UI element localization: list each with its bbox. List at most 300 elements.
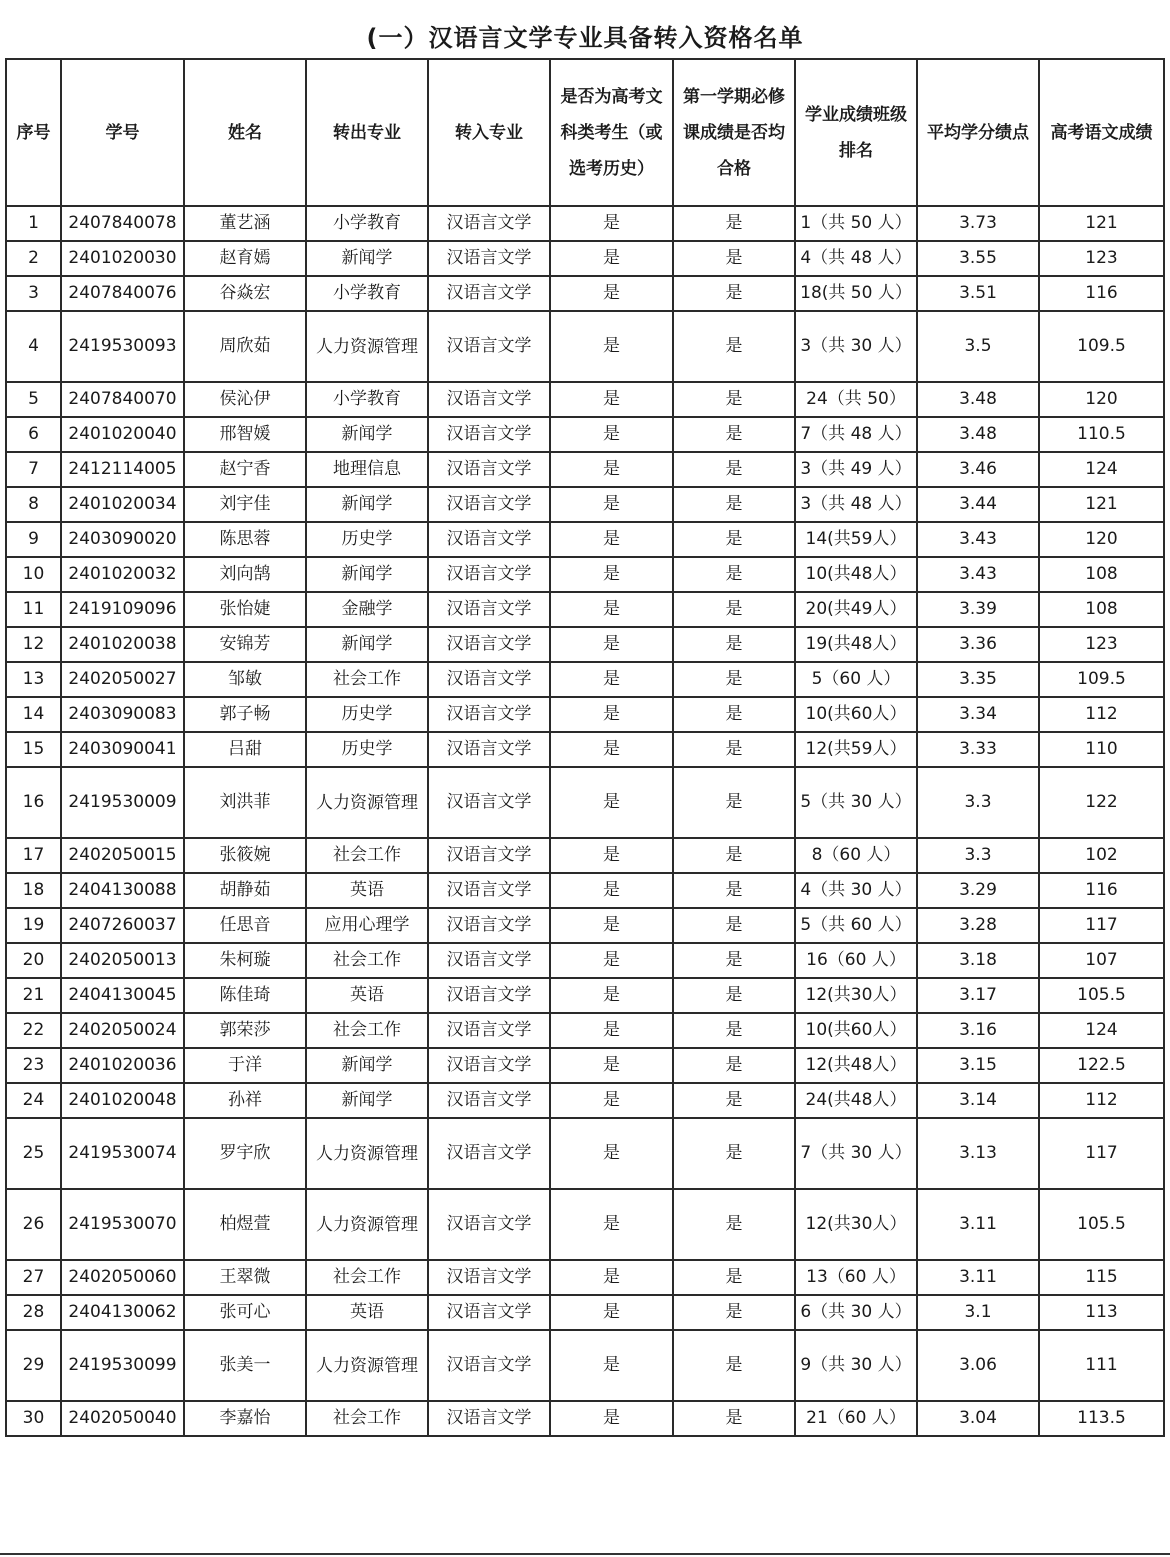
cell-gpa: 3.36 (917, 627, 1039, 662)
cell-from-major: 小学教育 (306, 206, 428, 241)
cell-arts-candidate: 是 (550, 487, 673, 522)
cell-student-id: 2402050015 (61, 838, 184, 873)
cell-courses-passed: 是 (673, 1118, 795, 1189)
cell-to-major: 汉语言文学 (428, 1295, 550, 1330)
transfer-eligibility-table (5, 58, 1165, 1437)
cell-courses-passed: 是 (673, 276, 795, 311)
cell-gpa: 3.1 (917, 1295, 1039, 1330)
table-row (6, 1260, 1164, 1295)
cell-gaokao-chinese: 110 (1039, 732, 1164, 767)
cell-name: 李嘉怡 (184, 1401, 306, 1436)
table-row (6, 417, 1164, 452)
cell-student-id: 2403090041 (61, 732, 184, 767)
table-row (6, 487, 1164, 522)
cell-class-rank: 5（共 60 人） (795, 908, 917, 943)
cell-gpa: 3.18 (917, 943, 1039, 978)
cell-class-rank: 20(共49人） (795, 592, 917, 627)
cell-name: 邹敏 (184, 662, 306, 697)
cell-gaokao-chinese: 116 (1039, 873, 1164, 908)
cell-to-major: 汉语言文学 (428, 697, 550, 732)
cell-courses-passed: 是 (673, 627, 795, 662)
table-row (6, 1118, 1164, 1189)
table-row (6, 1083, 1164, 1118)
cell-from-major: 人力资源管理 (306, 1330, 428, 1401)
cell-to-major: 汉语言文学 (428, 873, 550, 908)
cell-student-id: 2407840078 (61, 206, 184, 241)
cell-to-major: 汉语言文学 (428, 627, 550, 662)
cell-gaokao-chinese: 115 (1039, 1260, 1164, 1295)
cell-no: 6 (6, 417, 61, 452)
cell-arts-candidate: 是 (550, 943, 673, 978)
cell-courses-passed: 是 (673, 978, 795, 1013)
cell-no: 25 (6, 1118, 61, 1189)
cell-gpa: 3.46 (917, 452, 1039, 487)
cell-gaokao-chinese: 111 (1039, 1330, 1164, 1401)
cell-arts-candidate: 是 (550, 522, 673, 557)
cell-student-id: 2402050027 (61, 662, 184, 697)
cell-no: 10 (6, 557, 61, 592)
cell-student-id: 2401020040 (61, 417, 184, 452)
cell-courses-passed: 是 (673, 487, 795, 522)
cell-to-major: 汉语言文学 (428, 487, 550, 522)
cell-courses-passed: 是 (673, 417, 795, 452)
cell-student-id: 2401020034 (61, 487, 184, 522)
cell-courses-passed: 是 (673, 1295, 795, 1330)
cell-courses-passed: 是 (673, 206, 795, 241)
cell-gpa: 3.11 (917, 1189, 1039, 1260)
cell-no: 27 (6, 1260, 61, 1295)
cell-gpa: 3.34 (917, 697, 1039, 732)
cell-name: 胡静茹 (184, 873, 306, 908)
cell-name: 赵宁香 (184, 452, 306, 487)
cell-class-rank: 9（共 30 人） (795, 1330, 917, 1401)
cell-no: 26 (6, 1189, 61, 1260)
table-header-row (6, 59, 1164, 206)
cell-no: 5 (6, 382, 61, 417)
cell-to-major: 汉语言文学 (428, 557, 550, 592)
table-row (6, 522, 1164, 557)
cell-arts-candidate: 是 (550, 1048, 673, 1083)
header-gaokao-chinese: 高考语文成绩 (1039, 59, 1164, 206)
cell-courses-passed: 是 (673, 697, 795, 732)
cell-from-major: 新闻学 (306, 487, 428, 522)
cell-from-major: 人力资源管理 (306, 1189, 428, 1260)
cell-no: 8 (6, 487, 61, 522)
cell-name: 陈佳琦 (184, 978, 306, 1013)
header-to-major: 转入专业 (428, 59, 550, 206)
cell-to-major: 汉语言文学 (428, 276, 550, 311)
cell-name: 张怡婕 (184, 592, 306, 627)
cell-name: 谷焱宏 (184, 276, 306, 311)
cell-courses-passed: 是 (673, 522, 795, 557)
cell-class-rank: 3（共 48 人） (795, 487, 917, 522)
table-row (6, 662, 1164, 697)
cell-to-major: 汉语言文学 (428, 311, 550, 382)
cell-no: 7 (6, 452, 61, 487)
cell-name: 刘洪菲 (184, 767, 306, 838)
cell-gaokao-chinese: 110.5 (1039, 417, 1164, 452)
cell-gpa: 3.5 (917, 311, 1039, 382)
cell-courses-passed: 是 (673, 452, 795, 487)
cell-arts-candidate: 是 (550, 1083, 673, 1118)
cell-arts-candidate: 是 (550, 206, 673, 241)
cell-gpa: 3.29 (917, 873, 1039, 908)
cell-from-major: 人力资源管理 (306, 767, 428, 838)
cell-courses-passed: 是 (673, 1083, 795, 1118)
cell-arts-candidate: 是 (550, 1260, 673, 1295)
cell-name: 张美一 (184, 1330, 306, 1401)
cell-class-rank: 4（共 30 人） (795, 873, 917, 908)
cell-arts-candidate: 是 (550, 1118, 673, 1189)
cell-to-major: 汉语言文学 (428, 522, 550, 557)
cell-student-id: 2419530099 (61, 1330, 184, 1401)
cell-gaokao-chinese: 123 (1039, 241, 1164, 276)
cell-gpa: 3.51 (917, 276, 1039, 311)
cell-gpa: 3.73 (917, 206, 1039, 241)
cell-courses-passed: 是 (673, 311, 795, 382)
cell-student-id: 2401020036 (61, 1048, 184, 1083)
cell-courses-passed: 是 (673, 1260, 795, 1295)
cell-no: 18 (6, 873, 61, 908)
cell-to-major: 汉语言文学 (428, 241, 550, 276)
cell-name: 于洋 (184, 1048, 306, 1083)
cell-gpa: 3.04 (917, 1401, 1039, 1436)
cell-no: 28 (6, 1295, 61, 1330)
cell-arts-candidate: 是 (550, 1330, 673, 1401)
table-row (6, 1189, 1164, 1260)
cell-name: 张可心 (184, 1295, 306, 1330)
cell-class-rank: 8（60 人） (795, 838, 917, 873)
cell-gaokao-chinese: 122 (1039, 767, 1164, 838)
cell-student-id: 2404130088 (61, 873, 184, 908)
cell-no: 29 (6, 1330, 61, 1401)
cell-class-rank: 18(共 50 人） (795, 276, 917, 311)
table-row (6, 908, 1164, 943)
cell-gpa: 3.15 (917, 1048, 1039, 1083)
cell-name: 董艺涵 (184, 206, 306, 241)
cell-no: 2 (6, 241, 61, 276)
cell-gaokao-chinese: 113 (1039, 1295, 1164, 1330)
cell-class-rank: 24(共48人） (795, 1083, 917, 1118)
cell-class-rank: 1（共 50 人） (795, 206, 917, 241)
cell-name: 周欣茹 (184, 311, 306, 382)
cell-arts-candidate: 是 (550, 592, 673, 627)
cell-to-major: 汉语言文学 (428, 452, 550, 487)
cell-courses-passed: 是 (673, 1189, 795, 1260)
table-row (6, 838, 1164, 873)
cell-from-major: 小学教育 (306, 276, 428, 311)
cell-gaokao-chinese: 123 (1039, 627, 1164, 662)
cell-name: 郭子畅 (184, 697, 306, 732)
cell-no: 19 (6, 908, 61, 943)
cell-gpa: 3.14 (917, 1083, 1039, 1118)
cell-student-id: 2404130062 (61, 1295, 184, 1330)
cell-gaokao-chinese: 124 (1039, 452, 1164, 487)
table-row (6, 1013, 1164, 1048)
cell-arts-candidate: 是 (550, 978, 673, 1013)
cell-class-rank: 5（共 30 人） (795, 767, 917, 838)
cell-no: 24 (6, 1083, 61, 1118)
cell-to-major: 汉语言文学 (428, 1401, 550, 1436)
cell-no: 16 (6, 767, 61, 838)
cell-class-rank: 13（60 人） (795, 1260, 917, 1295)
cell-arts-candidate: 是 (550, 417, 673, 452)
cell-courses-passed: 是 (673, 1401, 795, 1436)
cell-gpa: 3.28 (917, 908, 1039, 943)
cell-no: 23 (6, 1048, 61, 1083)
cell-gaokao-chinese: 102 (1039, 838, 1164, 873)
cell-no: 14 (6, 697, 61, 732)
table-row (6, 276, 1164, 311)
cell-student-id: 2401020038 (61, 627, 184, 662)
table-body (6, 206, 1164, 1436)
table-row (6, 978, 1164, 1013)
cell-gaokao-chinese: 117 (1039, 1118, 1164, 1189)
cell-gpa: 3.11 (917, 1260, 1039, 1295)
header-courses-passed: 第一学期必修课成绩是否均合格 (673, 59, 795, 206)
cell-class-rank: 6（共 30 人） (795, 1295, 917, 1330)
header-no: 序号 (6, 59, 61, 206)
header-from-major: 转出专业 (306, 59, 428, 206)
cell-student-id: 2403090083 (61, 697, 184, 732)
cell-gpa: 3.43 (917, 522, 1039, 557)
cell-courses-passed: 是 (673, 1048, 795, 1083)
cell-to-major: 汉语言文学 (428, 1048, 550, 1083)
cell-class-rank: 4（共 48 人） (795, 241, 917, 276)
cell-from-major: 社会工作 (306, 662, 428, 697)
cell-student-id: 2419530070 (61, 1189, 184, 1260)
cell-gpa: 3.43 (917, 557, 1039, 592)
cell-class-rank: 21（60 人） (795, 1401, 917, 1436)
cell-arts-candidate: 是 (550, 1013, 673, 1048)
cell-gpa: 3.3 (917, 767, 1039, 838)
cell-arts-candidate: 是 (550, 276, 673, 311)
cell-name: 刘宇佳 (184, 487, 306, 522)
cell-gaokao-chinese: 109.5 (1039, 662, 1164, 697)
cell-gpa: 3.39 (917, 592, 1039, 627)
cell-courses-passed: 是 (673, 662, 795, 697)
cell-from-major: 新闻学 (306, 1048, 428, 1083)
cell-class-rank: 7（共 30 人） (795, 1118, 917, 1189)
cell-to-major: 汉语言文学 (428, 662, 550, 697)
cell-courses-passed: 是 (673, 382, 795, 417)
table-row (6, 767, 1164, 838)
cell-name: 任思音 (184, 908, 306, 943)
cell-class-rank: 5（60 人） (795, 662, 917, 697)
cell-from-major: 社会工作 (306, 1260, 428, 1295)
cell-no: 9 (6, 522, 61, 557)
cell-arts-candidate: 是 (550, 873, 673, 908)
table-row (6, 592, 1164, 627)
cell-no: 4 (6, 311, 61, 382)
table-row (6, 697, 1164, 732)
cell-to-major: 汉语言文学 (428, 1260, 550, 1295)
cell-from-major: 人力资源管理 (306, 1118, 428, 1189)
cell-gpa: 3.06 (917, 1330, 1039, 1401)
cell-from-major: 社会工作 (306, 1013, 428, 1048)
cell-no: 20 (6, 943, 61, 978)
cell-arts-candidate: 是 (550, 908, 673, 943)
cell-from-major: 新闻学 (306, 627, 428, 662)
cell-class-rank: 12(共48人） (795, 1048, 917, 1083)
cell-gpa: 3.17 (917, 978, 1039, 1013)
cell-name: 郭荣莎 (184, 1013, 306, 1048)
cell-gpa: 3.16 (917, 1013, 1039, 1048)
cell-no: 30 (6, 1401, 61, 1436)
cell-student-id: 2401020048 (61, 1083, 184, 1118)
cell-to-major: 汉语言文学 (428, 592, 550, 627)
cell-arts-candidate: 是 (550, 732, 673, 767)
cell-class-rank: 16（60 人） (795, 943, 917, 978)
cell-courses-passed: 是 (673, 557, 795, 592)
cell-student-id: 2402050040 (61, 1401, 184, 1436)
cell-gaokao-chinese: 105.5 (1039, 978, 1164, 1013)
cell-to-major: 汉语言文学 (428, 1013, 550, 1048)
table-row (6, 206, 1164, 241)
cell-to-major: 汉语言文学 (428, 978, 550, 1013)
cell-class-rank: 10(共60人） (795, 697, 917, 732)
cell-from-major: 历史学 (306, 522, 428, 557)
cell-name: 陈思蓉 (184, 522, 306, 557)
cell-to-major: 汉语言文学 (428, 767, 550, 838)
cell-name: 柏煜萱 (184, 1189, 306, 1260)
table-row (6, 627, 1164, 662)
cell-from-major: 社会工作 (306, 1401, 428, 1436)
cell-from-major: 金融学 (306, 592, 428, 627)
cell-from-major: 人力资源管理 (306, 311, 428, 382)
cell-student-id: 2402050060 (61, 1260, 184, 1295)
table-row (6, 241, 1164, 276)
cell-student-id: 2404130045 (61, 978, 184, 1013)
cell-no: 11 (6, 592, 61, 627)
header-class-rank: 学业成绩班级排名 (795, 59, 917, 206)
cell-gpa: 3.13 (917, 1118, 1039, 1189)
cell-courses-passed: 是 (673, 943, 795, 978)
cell-name: 张筱婉 (184, 838, 306, 873)
cell-to-major: 汉语言文学 (428, 1083, 550, 1118)
cell-student-id: 2402050013 (61, 943, 184, 978)
cell-student-id: 2407840070 (61, 382, 184, 417)
cell-no: 3 (6, 276, 61, 311)
cell-gaokao-chinese: 113.5 (1039, 1401, 1164, 1436)
page-title: (一）汉语言文学专业具备转入资格名单 (366, 24, 804, 52)
cell-arts-candidate: 是 (550, 382, 673, 417)
cell-from-major: 英语 (306, 873, 428, 908)
cell-class-rank: 3（共 30 人） (795, 311, 917, 382)
cell-class-rank: 12(共59人） (795, 732, 917, 767)
cell-to-major: 汉语言文学 (428, 1118, 550, 1189)
cell-no: 15 (6, 732, 61, 767)
cell-to-major: 汉语言文学 (428, 943, 550, 978)
cell-gpa: 3.55 (917, 241, 1039, 276)
cell-gaokao-chinese: 108 (1039, 592, 1164, 627)
cell-no: 21 (6, 978, 61, 1013)
cell-class-rank: 7（共 48 人） (795, 417, 917, 452)
cell-class-rank: 24（共 50） (795, 382, 917, 417)
cell-gaokao-chinese: 121 (1039, 487, 1164, 522)
cell-to-major: 汉语言文学 (428, 206, 550, 241)
table-row (6, 557, 1164, 592)
header-gpa: 平均学分绩点 (917, 59, 1039, 206)
cell-from-major: 地理信息 (306, 452, 428, 487)
cell-name: 罗宇欣 (184, 1118, 306, 1189)
cell-to-major: 汉语言文学 (428, 382, 550, 417)
cell-student-id: 2401020032 (61, 557, 184, 592)
cell-name: 孙祥 (184, 1083, 306, 1118)
cell-from-major: 新闻学 (306, 241, 428, 276)
cell-arts-candidate: 是 (550, 697, 673, 732)
cell-from-major: 社会工作 (306, 838, 428, 873)
cell-courses-passed: 是 (673, 908, 795, 943)
cell-gpa: 3.44 (917, 487, 1039, 522)
cell-courses-passed: 是 (673, 241, 795, 276)
cell-class-rank: 3（共 49 人） (795, 452, 917, 487)
cell-gpa: 3.48 (917, 382, 1039, 417)
cell-gaokao-chinese: 120 (1039, 522, 1164, 557)
cell-courses-passed: 是 (673, 1330, 795, 1401)
cell-courses-passed: 是 (673, 767, 795, 838)
cell-from-major: 历史学 (306, 732, 428, 767)
cell-courses-passed: 是 (673, 838, 795, 873)
table-row (6, 311, 1164, 382)
cell-from-major: 应用心理学 (306, 908, 428, 943)
table-row (6, 1330, 1164, 1401)
cell-arts-candidate: 是 (550, 627, 673, 662)
cell-gaokao-chinese: 117 (1039, 908, 1164, 943)
cell-name: 安锦芳 (184, 627, 306, 662)
cell-name: 王翠微 (184, 1260, 306, 1295)
cell-to-major: 汉语言文学 (428, 1189, 550, 1260)
cell-from-major: 英语 (306, 978, 428, 1013)
cell-arts-candidate: 是 (550, 311, 673, 382)
cell-student-id: 2419530093 (61, 311, 184, 382)
cell-from-major: 社会工作 (306, 943, 428, 978)
table-row (6, 1048, 1164, 1083)
cell-no: 17 (6, 838, 61, 873)
cell-to-major: 汉语言文学 (428, 1330, 550, 1401)
cell-gpa: 3.33 (917, 732, 1039, 767)
cell-from-major: 新闻学 (306, 557, 428, 592)
cell-courses-passed: 是 (673, 1013, 795, 1048)
header-student-id: 学号 (61, 59, 184, 206)
table-row (6, 1401, 1164, 1436)
cell-arts-candidate: 是 (550, 1401, 673, 1436)
cell-name: 刘向鹄 (184, 557, 306, 592)
cell-arts-candidate: 是 (550, 767, 673, 838)
header-name: 姓名 (184, 59, 306, 206)
cell-student-id: 2412114005 (61, 452, 184, 487)
cell-class-rank: 14(共59人） (795, 522, 917, 557)
cell-student-id: 2403090020 (61, 522, 184, 557)
cell-student-id: 2407260037 (61, 908, 184, 943)
cell-gpa: 3.3 (917, 838, 1039, 873)
table-row (6, 873, 1164, 908)
cell-gpa: 3.48 (917, 417, 1039, 452)
cell-to-major: 汉语言文学 (428, 732, 550, 767)
cell-from-major: 小学教育 (306, 382, 428, 417)
cell-name: 朱柯璇 (184, 943, 306, 978)
cell-no: 12 (6, 627, 61, 662)
cell-no: 1 (6, 206, 61, 241)
cell-gaokao-chinese: 109.5 (1039, 311, 1164, 382)
cell-arts-candidate: 是 (550, 452, 673, 487)
cell-student-id: 2401020030 (61, 241, 184, 276)
cell-courses-passed: 是 (673, 732, 795, 767)
cell-arts-candidate: 是 (550, 1189, 673, 1260)
cell-class-rank: 12(共30人） (795, 978, 917, 1013)
cell-no: 22 (6, 1013, 61, 1048)
cell-name: 侯沁伊 (184, 382, 306, 417)
